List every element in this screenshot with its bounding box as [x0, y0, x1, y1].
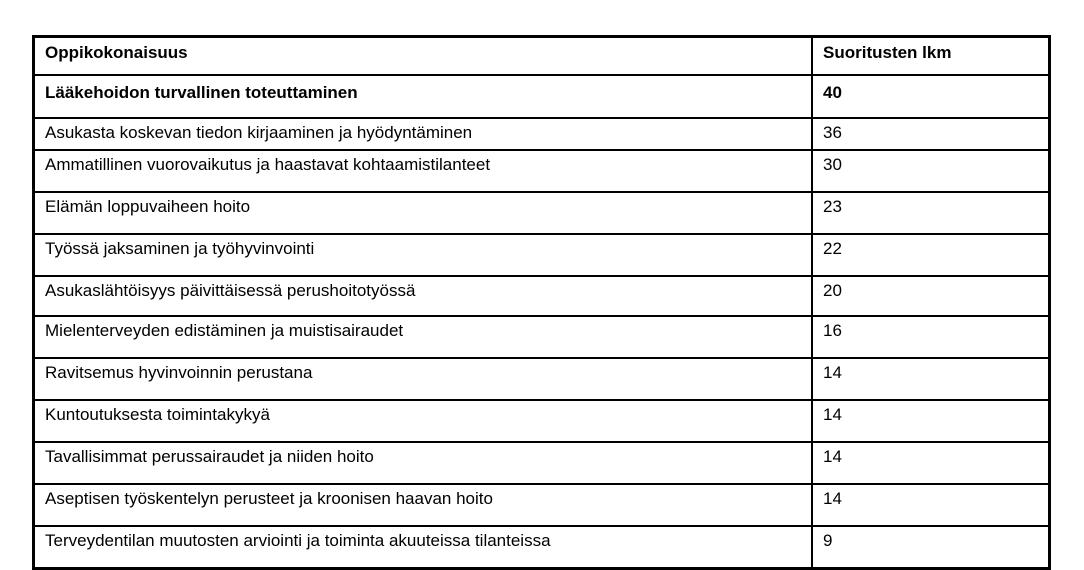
course-cell: Ammatillinen vuorovaikutus ja haastavat kohtaamistilanteet	[34, 150, 813, 192]
course-cell: Asukasta koskevan tiedon kirjaaminen ja hyödyntäminen	[34, 118, 813, 150]
header-course-cell: Oppikokonaisuus	[34, 37, 813, 76]
table-row	[34, 484, 1050, 526]
count-cell: 14	[812, 400, 1050, 442]
table-row-highlight	[34, 75, 1050, 118]
count-cell: 20	[812, 276, 1050, 316]
count-cell: 36	[812, 118, 1050, 150]
table-row	[34, 118, 1050, 150]
count-cell: 14	[812, 484, 1050, 526]
table-row	[34, 150, 1050, 192]
table-row	[34, 526, 1050, 569]
count-cell: 23	[812, 192, 1050, 234]
table-row	[34, 442, 1050, 484]
count-cell: 22	[812, 234, 1050, 276]
course-cell: Asukaslähtöisyys päivittäisessä perushoitotyössä	[34, 276, 813, 316]
course-cell: Elämän loppuvaiheen hoito	[34, 192, 813, 234]
table-row	[34, 234, 1050, 276]
highlight-count-cell: 40	[812, 75, 1050, 118]
course-cell: Kuntoutuksesta toimintakykyä	[34, 400, 813, 442]
count-cell: 14	[812, 442, 1050, 484]
table-header-row	[34, 37, 1050, 76]
count-cell: 16	[812, 316, 1050, 358]
table-row	[34, 192, 1050, 234]
course-cell: Työssä jaksaminen ja työhyvinvointi	[34, 234, 813, 276]
course-cell: Tavallisimmat perussairaudet ja niiden hoito	[34, 442, 813, 484]
course-cell: Aseptisen työskentelyn perusteet ja kroonisen haavan hoito	[34, 484, 813, 526]
course-cell: Terveydentilan muutosten arviointi ja toiminta akuuteissa tilanteissa	[34, 526, 813, 569]
course-cell: Ravitsemus hyvinvoinnin perustana	[34, 358, 813, 400]
table-row	[34, 400, 1050, 442]
table-row	[34, 316, 1050, 358]
count-cell: 9	[812, 526, 1050, 569]
count-cell: 14	[812, 358, 1050, 400]
highlight-course-cell: Lääkehoidon turvallinen toteuttaminen	[34, 75, 813, 118]
course-cell: Mielenterveyden edistäminen ja muistisairaudet	[34, 316, 813, 358]
course-completions-table	[32, 35, 1051, 570]
header-count-cell: Suoritusten lkm	[812, 37, 1050, 76]
table-row	[34, 276, 1050, 316]
count-cell: 30	[812, 150, 1050, 192]
table-row	[34, 358, 1050, 400]
